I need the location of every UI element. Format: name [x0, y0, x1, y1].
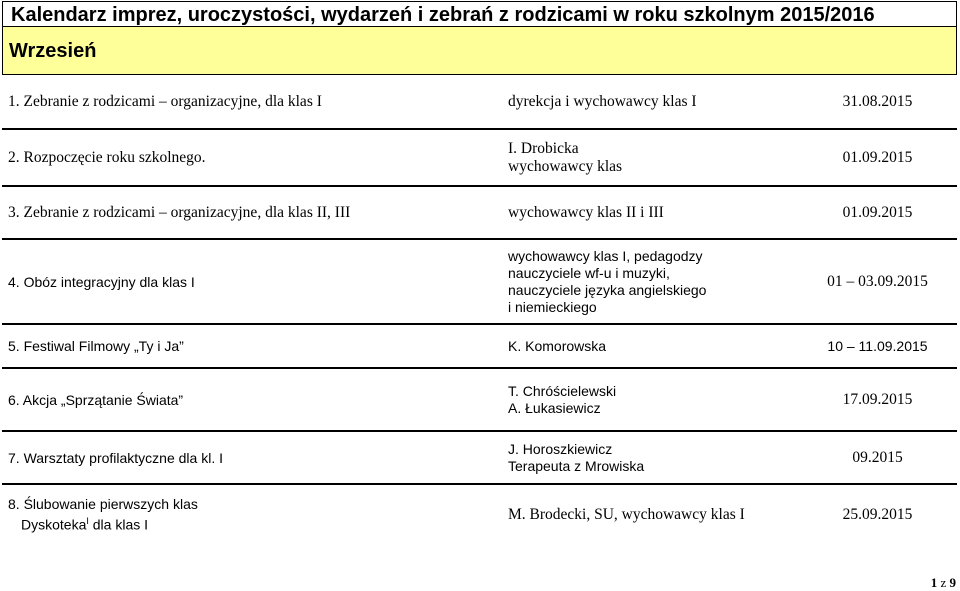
footnote-mark: I [86, 516, 89, 527]
table-row [2, 76, 957, 130]
page-number: 1 z 9 [930, 575, 956, 590]
responsible-cell: dyrekcja i wychowawcy klas I [508, 93, 697, 110]
table-row [2, 486, 957, 544]
event-cell: 6. Akcja „Sprzątanie Świata” [8, 391, 184, 408]
month-header: Wrzesień [2, 27, 957, 75]
date-cell: 31.08.2015 [842, 93, 913, 110]
date-cell: 09.2015 [852, 449, 903, 466]
event-cell [8, 486, 498, 544]
date-cell: 10 – 11.09.2015 [827, 338, 928, 354]
event-cell: 1. Zebranie z rodzicami – organizacyjne, dla klas I [8, 93, 322, 110]
responsible-line: A. Łukasiewicz [508, 400, 601, 416]
responsible-cell [508, 241, 798, 323]
date-cell: 01.09.2015 [842, 204, 913, 221]
responsible-cell: M. Brodecki, SU, wychowawcy klas I [508, 506, 745, 523]
responsible-line: i niemieckiego [508, 299, 597, 315]
responsible-cell [508, 433, 798, 483]
responsible-cell [508, 131, 798, 185]
responsible-cell: K. Komorowska [508, 338, 607, 354]
responsible-cell: wychowawcy klas II i III [508, 204, 664, 221]
event-cell: 7. Warsztaty profilaktyczne dla kl. I [8, 449, 223, 466]
date-cell: 25.09.2015 [842, 506, 913, 523]
table-row [2, 241, 957, 325]
event-cell: 5. Festiwal Filmowy „Ty i Ja” [8, 338, 184, 354]
responsible-line: Terapeuta z Mrowiska [508, 458, 645, 474]
date-cell: 17.09.2015 [842, 391, 913, 408]
responsible-cell [508, 370, 798, 430]
responsible-line: nauczyciele języka angielskiego [508, 282, 707, 298]
event-cell: 3. Zebranie z rodzicami – organizacyjne, dla klas II, III [8, 204, 351, 221]
date-cell: 01 – 03.09.2015 [827, 273, 928, 290]
responsible-line: wychowawcy klas I, pedagodzy [508, 248, 703, 264]
document-title: Kalendarz imprez, uroczystości, wydarzeń i zebrań z rodzicami w roku szkolnym 2015/2016 [2, 1, 957, 27]
responsible-line: wychowawcy klas [508, 158, 623, 175]
table-row [2, 131, 957, 187]
responsible-line: nauczyciele wf-u i muzyki, [508, 265, 670, 281]
responsible-line: J. Horoszkiewicz [508, 441, 613, 457]
date-cell: 01.09.2015 [842, 149, 913, 166]
event-line: Dyskoteka$^I$ dla klas I [21, 516, 149, 533]
table-row [2, 326, 957, 369]
responsible-line: I. Drobicka [508, 140, 579, 157]
table-row [2, 188, 957, 240]
table-row [2, 370, 957, 432]
event-cell: 4. Obóz integracyjny dla klas I [8, 273, 195, 290]
event-line: 8. Ślubowanie pierwszych klas [8, 496, 198, 513]
responsible-line: T. Chróścielewski [508, 383, 617, 399]
table-row [2, 433, 957, 485]
event-cell: 2. Rozpoczęcie roku szkolnego. [8, 149, 206, 166]
